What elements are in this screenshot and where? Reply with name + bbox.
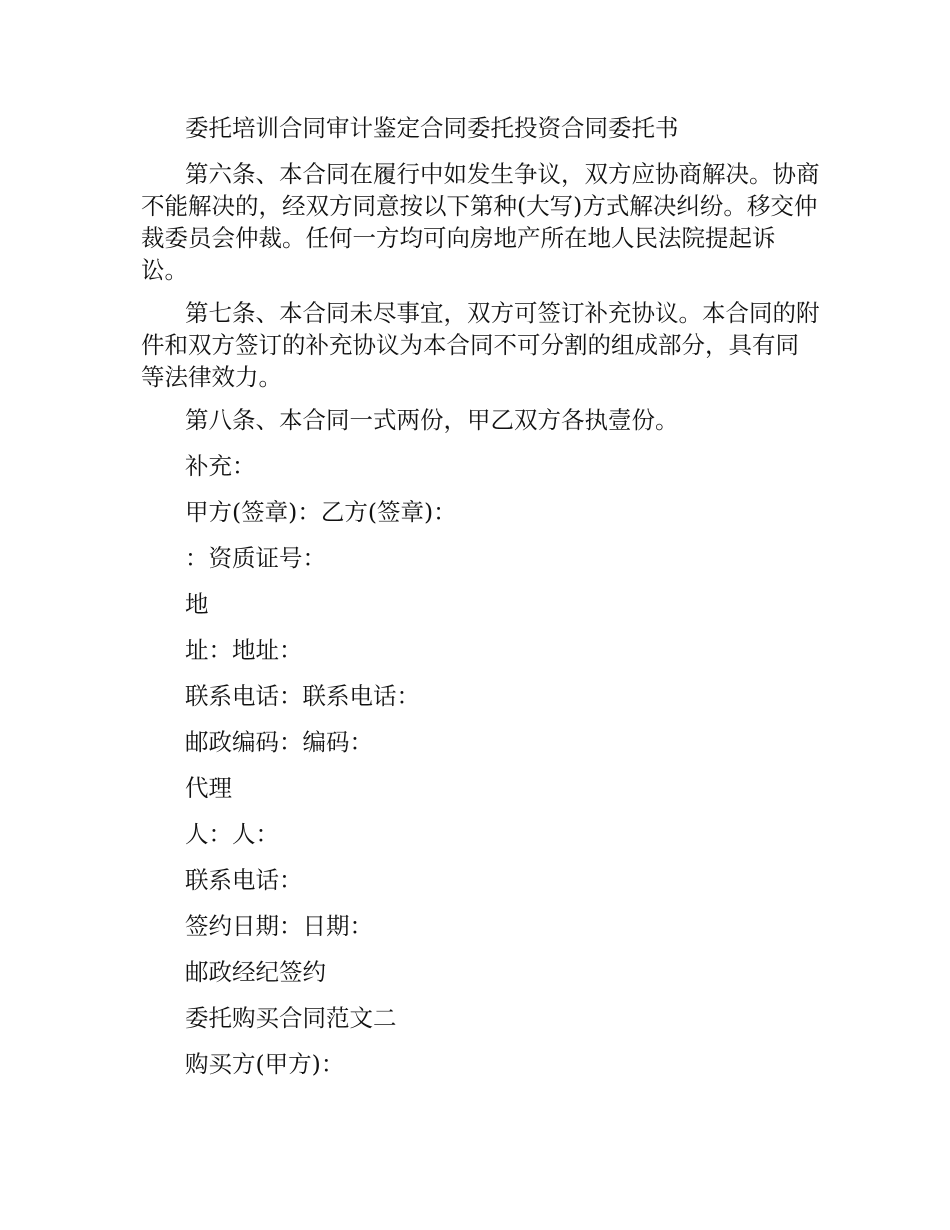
doc-title-line: 委托培训合同审计鉴定合同委托投资合同委托书 [185, 114, 679, 142]
postcode-line: 邮政编码：编码： [185, 728, 373, 756]
agent-line-a: 代理 [185, 774, 232, 802]
agent-line-b: 人：人： [185, 820, 279, 848]
clause-7-paragraph: 第七条、本合同未尽事宜，双方可签订补充协议。本合同的附件和双方签订的补充协议为本合同不可分割的组成部分，具有同等法律效力。 [141, 299, 820, 391]
address-line-b: 址：地址： [185, 636, 303, 664]
phone-line-2: 联系电话： [185, 866, 303, 894]
supplement-label: 补充： [185, 452, 256, 480]
signing-date-line: 签约日期：日期： [185, 912, 373, 940]
phone-line: 联系电话：联系电话： [185, 682, 420, 710]
postal-broker-line: 邮政经纪签约 [185, 958, 326, 986]
clause-6-paragraph: 第六条、本合同在履行中如发生争议，双方应协商解决。协商不能解决的，经双方同意按以下第种(大写)方式解决纠纷。移交仲裁委员会仲裁。任何一方均可向房地产所在地人民法院提起诉讼。 [141, 160, 820, 284]
clause-8-paragraph: 第八条、本合同一式两份，甲乙双方各执壹份。 [185, 406, 679, 434]
buyer-line: 购买方(甲方)： [185, 1050, 345, 1078]
signature-line: 甲方(签章)：乙方(签章)： [185, 498, 457, 526]
section-heading: 委托购买合同范文二 [185, 1004, 397, 1032]
address-line-a: 地 [185, 590, 209, 618]
qualification-line: ：资质证号： [185, 544, 326, 572]
